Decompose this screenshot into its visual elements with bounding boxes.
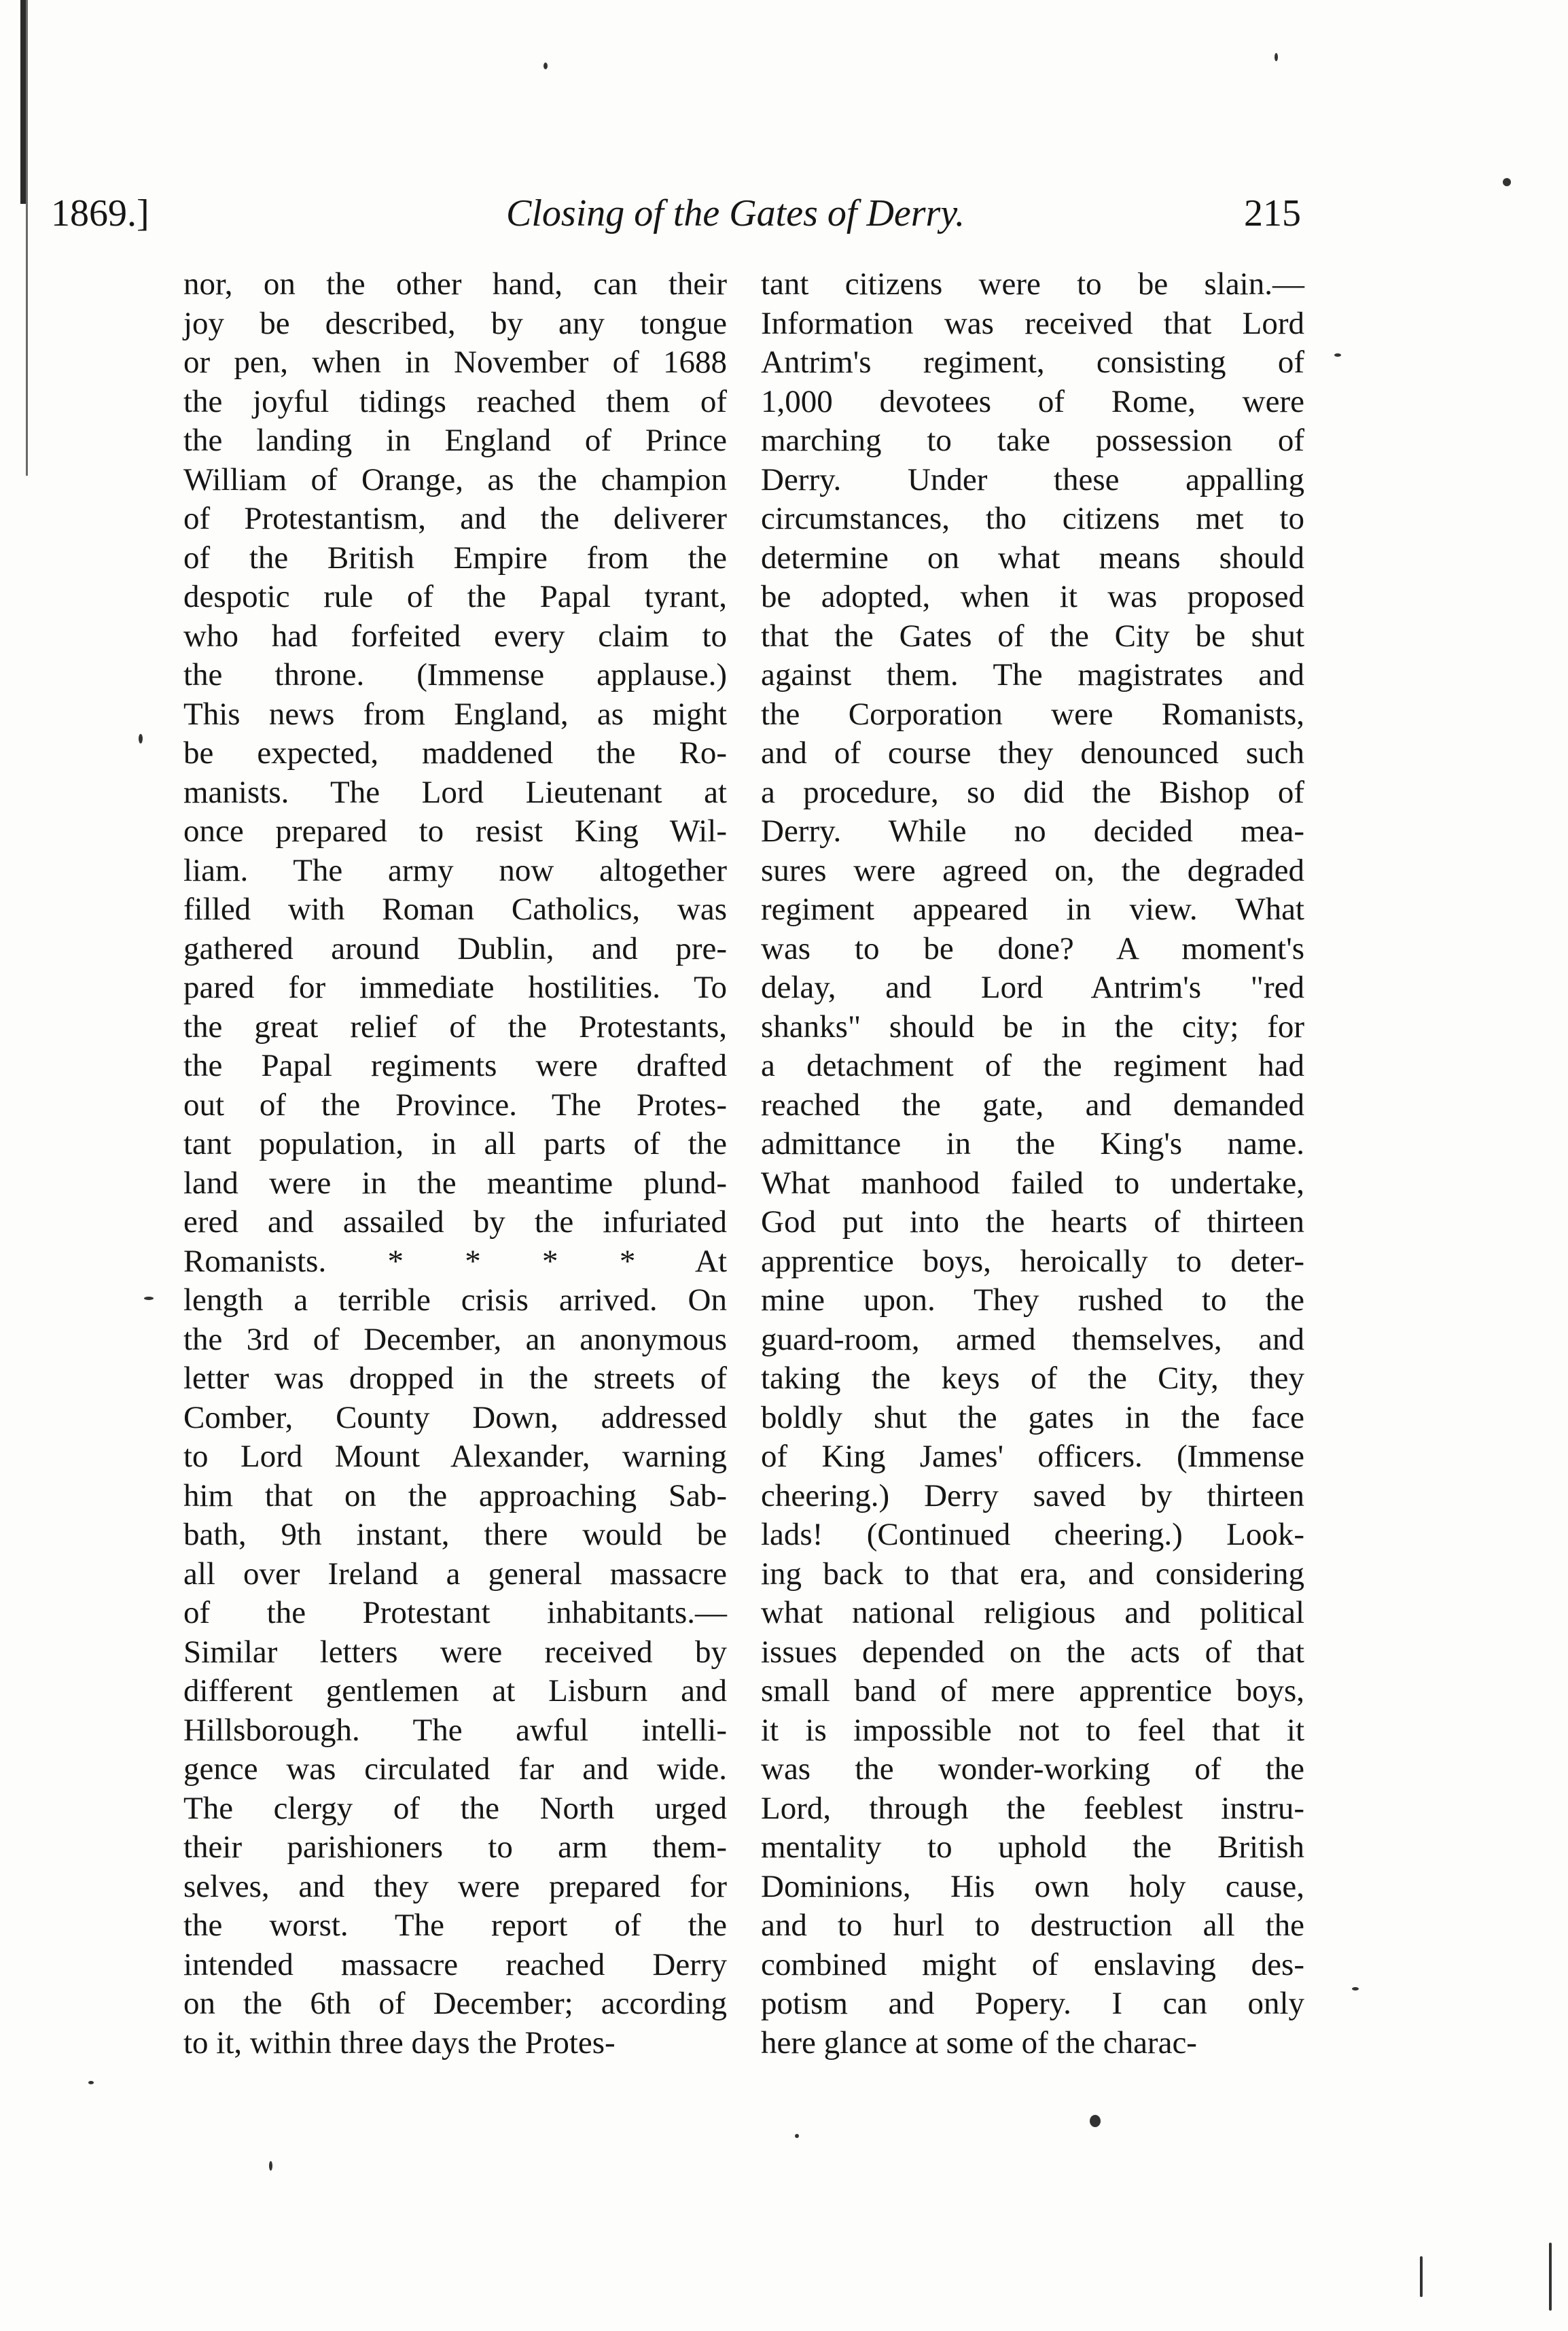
text-line: pared for immediate hostilities. To (183, 970, 727, 1005)
text-line: or pen, when in November of 1688 (183, 345, 727, 380)
text-line: bath, 9th instant, there would be (183, 1517, 727, 1552)
text-line: small band of mere apprentice boys, (761, 1673, 1304, 1708)
text-line: mine upon. They rushed to the (761, 1282, 1304, 1318)
text-line: the 3rd of December, an anonymous (183, 1321, 727, 1357)
text-line: delay, and Lord Antrim's "red (761, 970, 1304, 1005)
text-line: lads! (Continued cheering.) Look- (761, 1517, 1304, 1552)
text-line: was the wonder-working of the (761, 1751, 1304, 1787)
text-line: a procedure, so did the Bishop of (761, 774, 1304, 810)
text-line: Dominions, His own holy cause, (761, 1868, 1304, 1904)
text-line: This news from England, as might (183, 696, 727, 732)
text-line: was to be done? A moment's (761, 930, 1304, 966)
text-line: regiment appeared in view. What (761, 892, 1304, 927)
text-line: the Papal regiments were drafted (183, 1048, 727, 1083)
text-line: of Protestantism, and the deliverer (183, 501, 727, 536)
scan-speck (88, 2081, 94, 2084)
scan-speck (1420, 2256, 1423, 2297)
text-line: William of Orange, as the champion (183, 461, 727, 497)
scan-speck (269, 2161, 272, 2171)
text-line: the throne. (Immense applause.) (183, 657, 727, 693)
scan-speck (144, 1297, 154, 1300)
text-line: who had forfeited every claim to (183, 618, 727, 654)
text-line: on the 6th of December; according (183, 1986, 727, 2021)
text-line: to it, within three days the Protes- (183, 2025, 616, 2061)
text-line: intended massacre reached Derry (183, 1946, 727, 1982)
text-line: here glance at some of the charac- (761, 2025, 1197, 2061)
scan-speck (1503, 178, 1511, 186)
text-line: despotic rule of the Papal tyrant, (183, 579, 727, 614)
text-line: boldly shut the gates in the face (761, 1399, 1304, 1435)
text-line: guard-room, armed themselves, and (761, 1321, 1304, 1357)
text-line: taking the keys of the City, they (761, 1361, 1304, 1396)
text-line: determine on what means should (761, 540, 1304, 576)
text-line: of King James' officers. (Immense (761, 1439, 1304, 1474)
text-line: the joyful tidings reached them of (183, 383, 727, 419)
text-line: tant population, in all parts of the (183, 1126, 727, 1161)
text-line: Comber, County Down, addressed (183, 1399, 727, 1435)
text-line: Hillsborough. The awful intelli- (183, 1712, 727, 1748)
scan-edge-shadow (20, 0, 26, 204)
scan-speck (139, 734, 143, 743)
text-line: it is impossible not to feel that it (761, 1712, 1304, 1748)
scan-speck (1549, 2243, 1552, 2311)
text-line: apprentice boys, heroically to deter- (761, 1243, 1304, 1279)
text-line: length a terrible crisis arrived. On (183, 1282, 727, 1318)
text-line: be expected, maddened the Ro- (183, 735, 727, 771)
text-line: Derry. Under these appalling (761, 461, 1304, 497)
text-line: Similar letters were received by (183, 1634, 727, 1670)
text-line: ing back to that era, and considering (761, 1556, 1304, 1592)
text-line: admittance in the King's name. (761, 1126, 1304, 1161)
text-line: what national religious and political (761, 1595, 1304, 1630)
text-line: of the Protestant inhabitants.— (183, 1595, 727, 1630)
text-line: letter was dropped in the streets of (183, 1361, 727, 1396)
scan-speck (1334, 353, 1341, 357)
text-line: gence was circulated far and wide. (183, 1751, 727, 1787)
text-line: once prepared to resist King Wil- (183, 813, 727, 849)
text-line: mentality to uphold the British (761, 1829, 1304, 1865)
text-line: shanks" should be in the city; for (761, 1009, 1304, 1045)
scan-speck (1275, 53, 1278, 61)
text-line: potism and Popery. I can only (761, 1986, 1304, 2021)
text-line: The clergy of the North urged (183, 1790, 727, 1826)
text-line: Lord, through the feeblest instru- (761, 1790, 1304, 1826)
text-line: combined might of enslaving des- (761, 1946, 1304, 1982)
text-line: and to hurl to destruction all the (761, 1908, 1304, 1943)
running-header (51, 192, 1301, 246)
text-line: Antrim's regiment, consisting of (761, 345, 1304, 380)
text-line: filled with Roman Catholics, was (183, 892, 727, 927)
text-line: cheering.) Derry saved by thirteen (761, 1477, 1304, 1513)
text-line: tant citizens were to be slain.— (761, 266, 1304, 302)
text-line: be adopted, when it was proposed (761, 579, 1304, 614)
scan-speck (795, 2134, 799, 2138)
header-title: Closing of the Gates of Derry. (506, 192, 965, 234)
text-line: the Corporation were Romanists, (761, 696, 1304, 732)
text-line: nor, on the other hand, can their (183, 266, 727, 302)
scan-edge-shadow-inner (26, 0, 28, 476)
text-line: Romanists. * * * * At (183, 1243, 727, 1279)
text-line: marching to take possession of (761, 423, 1304, 458)
text-line: 1,000 devotees of Rome, were (761, 383, 1304, 419)
right-column (761, 265, 1304, 2063)
text-line: the great relief of the Protestants, (183, 1009, 727, 1045)
text-line: of the British Empire from the (183, 540, 727, 576)
page-number: 215 (1244, 192, 1301, 234)
text-line: him that on the approaching Sab- (183, 1477, 727, 1513)
text-line: different gentlemen at Lisburn and (183, 1673, 727, 1708)
text-line: against them. The magistrates and (761, 657, 1304, 693)
scan-speck (1090, 2115, 1101, 2127)
scan-speck (544, 63, 548, 69)
text-line: Information was received that Lord (761, 305, 1304, 341)
text-line: God put into the hearts of thirteen (761, 1204, 1304, 1240)
text-line: that the Gates of the City be shut (761, 618, 1304, 654)
text-line: joy be described, by any tongue (183, 305, 727, 341)
scan-speck (1352, 1987, 1359, 1991)
text-line: reached the gate, and demanded (761, 1087, 1304, 1123)
left-column (183, 265, 727, 2063)
text-line: liam. The army now altogether (183, 852, 727, 888)
text-line: manists. The Lord Lieutenant at (183, 774, 727, 810)
text-line: gathered around Dublin, and pre- (183, 930, 727, 966)
text-line: all over Ireland a general massacre (183, 1556, 727, 1592)
header-year: 1869.] (51, 192, 149, 234)
text-line: land were in the meantime plund- (183, 1165, 727, 1201)
text-line: issues depended on the acts of that (761, 1634, 1304, 1670)
text-line: the landing in England of Prince (183, 423, 727, 458)
text-line: What manhood failed to undertake, (761, 1165, 1304, 1201)
text-line: the worst. The report of the (183, 1908, 727, 1943)
text-line: out of the Province. The Protes- (183, 1087, 727, 1123)
text-line: selves, and they were prepared for (183, 1868, 727, 1904)
text-line: to Lord Mount Alexander, warning (183, 1439, 727, 1474)
text-line: ered and assailed by the infuriated (183, 1204, 727, 1240)
text-line: circumstances, tho citizens met to (761, 501, 1304, 536)
text-line: and of course they denounced such (761, 735, 1304, 771)
text-line: their parishioners to arm them- (183, 1829, 727, 1865)
text-line: sures were agreed on, the degraded (761, 852, 1304, 888)
text-line: Derry. While no decided mea- (761, 813, 1304, 849)
text-line: a detachment of the regiment had (761, 1048, 1304, 1083)
